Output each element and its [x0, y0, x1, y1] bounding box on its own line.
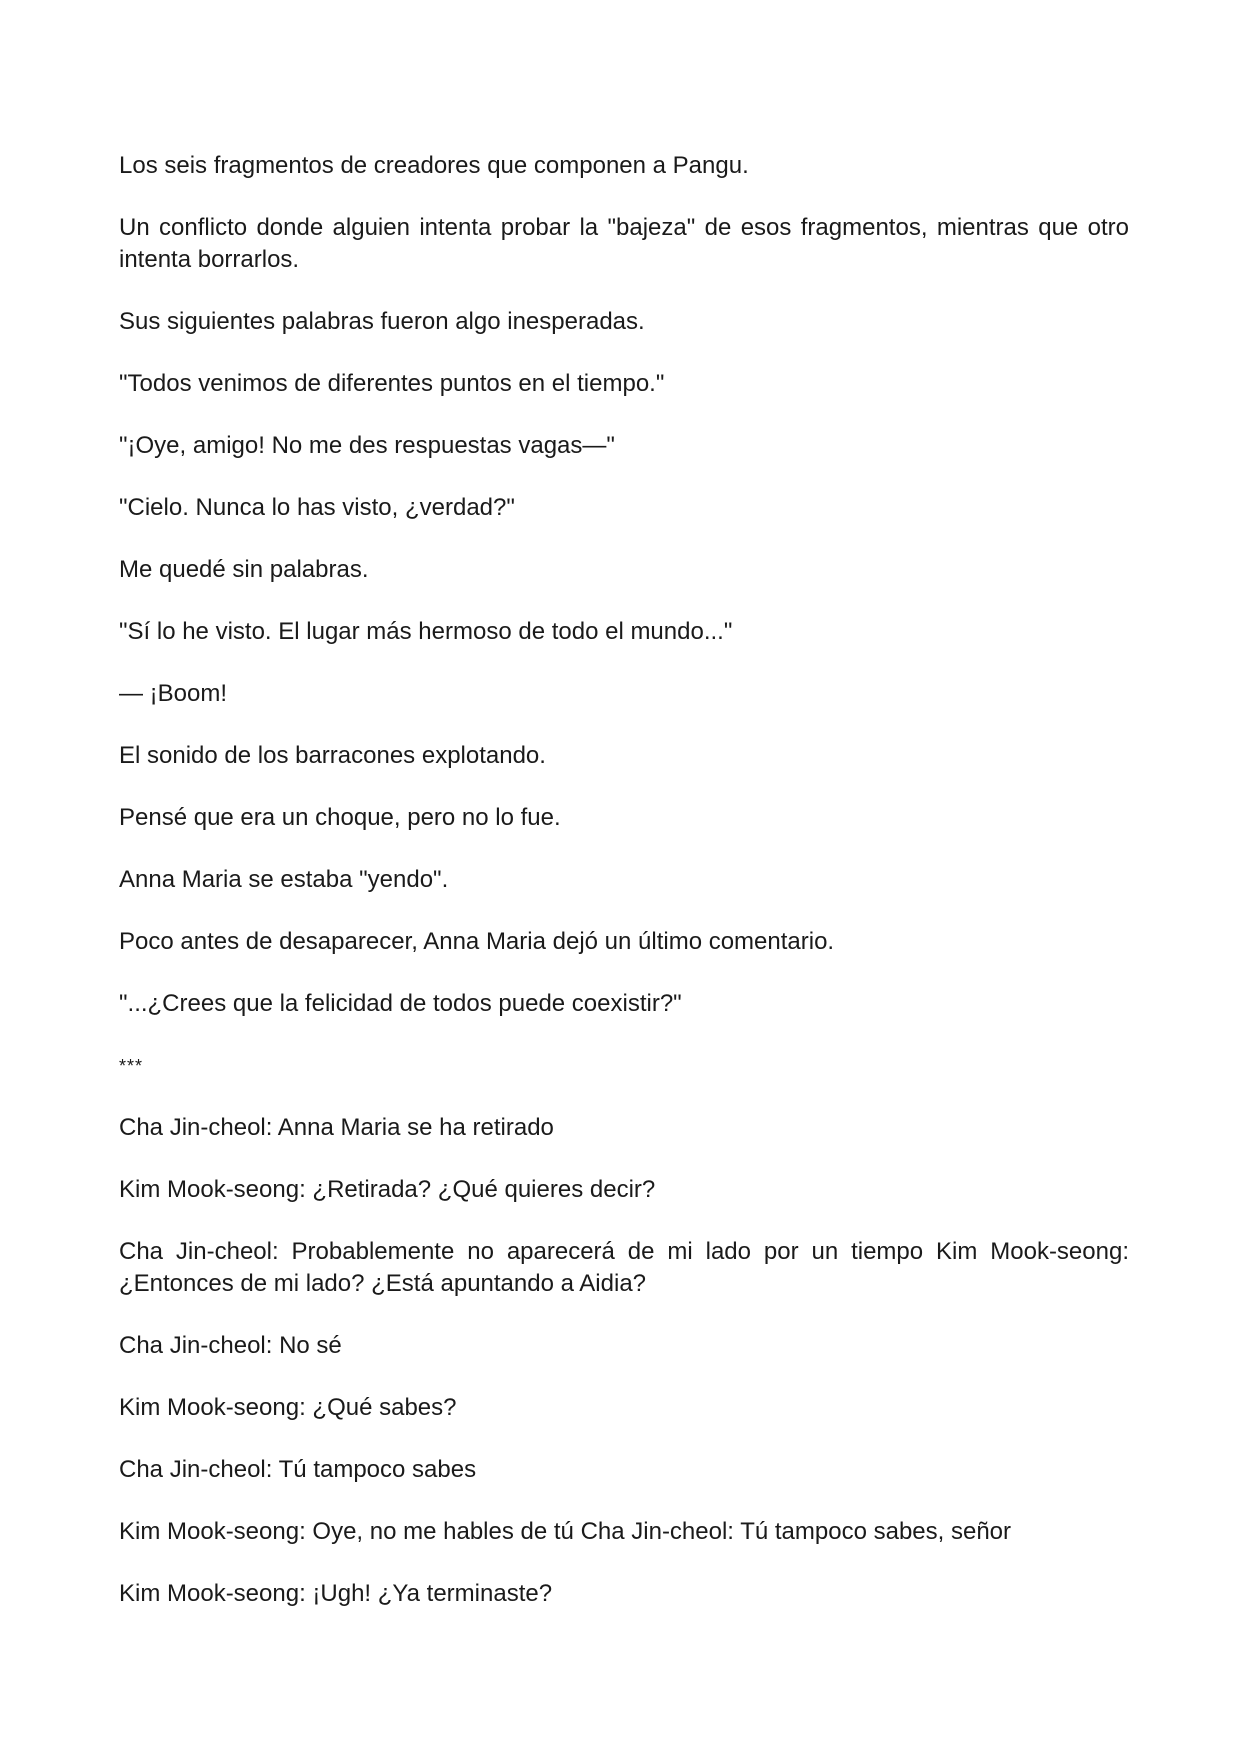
- chat-line: Kim Mook-seong: ¡Ugh! ¿Ya terminaste?: [119, 1580, 553, 1607]
- paragraph: "Sí lo he visto. El lugar más hermoso de todo el mundo...": [119, 618, 733, 645]
- paragraph: Poco antes de desaparecer, Anna Maria dejó un último comentario.: [119, 928, 835, 955]
- document-body: [119, 150, 1129, 1640]
- paragraph: Anna Maria se estaba "yendo".: [119, 866, 449, 893]
- paragraph: Sus siguientes palabras fueron algo inesperadas.: [119, 308, 645, 335]
- paragraph: "Cielo. Nunca lo has visto, ¿verdad?": [119, 494, 515, 521]
- paragraph: El sonido de los barracones explotando.: [119, 742, 546, 769]
- paragraph: — ¡Boom!: [119, 680, 228, 707]
- paragraph: Me quedé sin palabras.: [119, 556, 369, 583]
- chat-line: Kim Mook-seong: ¿Retirada? ¿Qué quieres decir?: [119, 1176, 656, 1203]
- chat-line: Cha Jin-cheol: Tú tampoco sabes: [119, 1456, 477, 1483]
- chat-line: Cha Jin-cheol: Anna Maria se ha retirado: [119, 1114, 554, 1141]
- paragraph: "Todos venimos de diferentes puntos en el tiempo.": [119, 370, 665, 397]
- chat-line: Kim Mook-seong: Oye, no me hables de tú Cha Jin-cheol: Tú tampoco sabes, señor: [119, 1518, 1012, 1545]
- paragraph: Los seis fragmentos de creadores que componen a Pangu.: [119, 152, 749, 179]
- chat-line: Cha Jin-cheol: No sé: [119, 1332, 342, 1359]
- section-separator: ***: [119, 1056, 144, 1076]
- paragraph: Pensé que era un choque, pero no lo fue.: [119, 804, 561, 831]
- chat-line: Cha Jin-cheol: Probablemente no aparecerá de mi lado por un tiempo Kim Mook-seong: ¿Entonces de mi lado? ¿Está apuntando a Aidia?: [119, 1238, 1129, 1297]
- paragraph: "...¿Crees que la felicidad de todos puede coexistir?": [119, 990, 682, 1017]
- paragraph: Un conflicto donde alguien intenta probar la "bajeza" de esos fragmentos, mientras que otro intenta borrarlos.: [119, 214, 1129, 273]
- chat-line: Kim Mook-seong: ¿Qué sabes?: [119, 1394, 457, 1421]
- paragraph: "¡Oye, amigo! No me des respuestas vagas—": [119, 432, 615, 459]
